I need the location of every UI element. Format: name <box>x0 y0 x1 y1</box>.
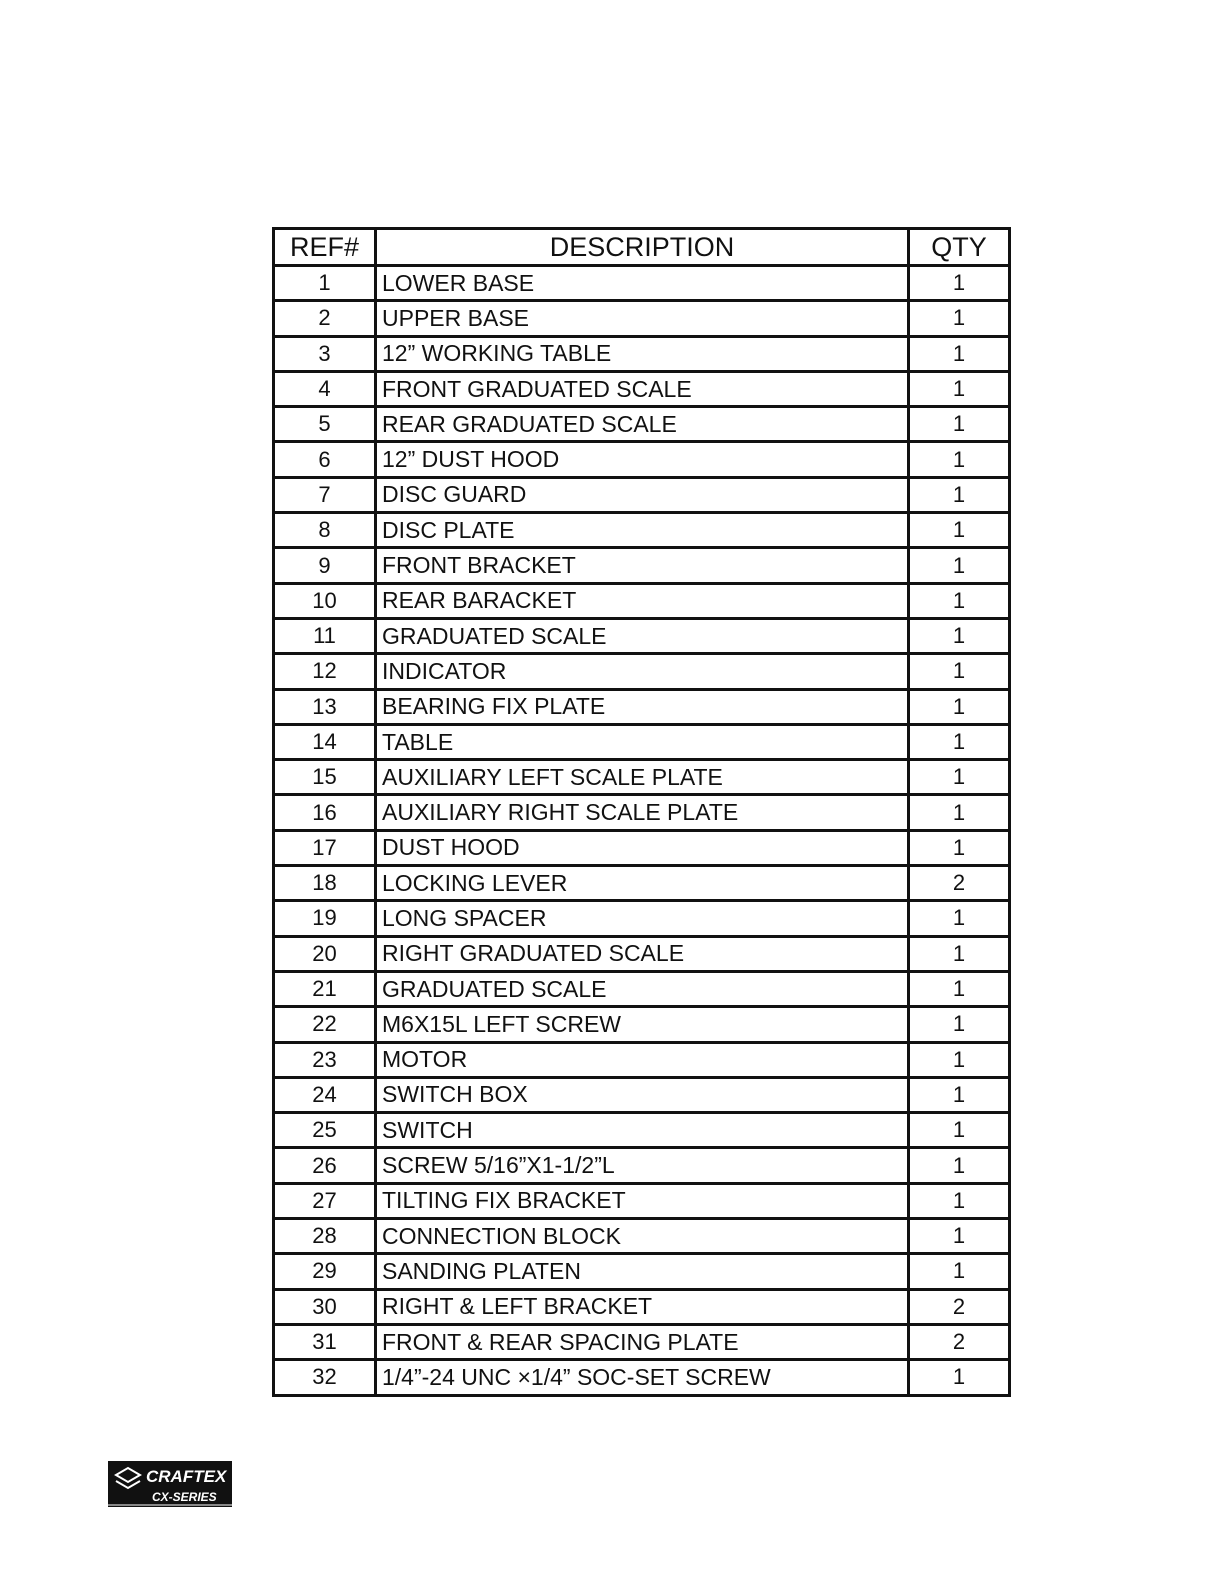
ref-cell: 26 <box>274 1148 376 1183</box>
description-cell: TILTING FIX BRACKET <box>376 1183 909 1218</box>
description-cell: MOTOR <box>376 1042 909 1077</box>
header-row <box>274 229 1010 266</box>
qty-cell: 1 <box>909 407 1010 442</box>
qty-cell: 1 <box>909 795 1010 830</box>
description-cell: DUST HOOD <box>376 830 909 865</box>
ref-cell: 8 <box>274 513 376 548</box>
qty-cell: 1 <box>909 371 1010 406</box>
qty-cell: 1 <box>909 548 1010 583</box>
ref-cell: 13 <box>274 689 376 724</box>
description-cell: LOCKING LEVER <box>376 866 909 901</box>
description-cell: BEARING FIX PLATE <box>376 689 909 724</box>
description-cell: DISC PLATE <box>376 513 909 548</box>
qty-cell: 1 <box>909 760 1010 795</box>
table-row <box>274 442 1010 477</box>
table-row <box>274 936 1010 971</box>
description-cell: SCREW 5/16”X1-1/2”L <box>376 1148 909 1183</box>
logo-brand-text: CRAFTEX <box>146 1467 227 1486</box>
qty-cell: 1 <box>909 654 1010 689</box>
ref-cell: 14 <box>274 724 376 759</box>
ref-cell: 27 <box>274 1183 376 1218</box>
qty-cell: 1 <box>909 830 1010 865</box>
ref-cell: 18 <box>274 866 376 901</box>
table-row <box>274 1183 1010 1218</box>
table-row <box>274 371 1010 406</box>
table-row <box>274 901 1010 936</box>
qty-cell: 1 <box>909 1113 1010 1148</box>
table-row <box>274 760 1010 795</box>
qty-cell: 1 <box>909 1183 1010 1218</box>
description-cell: GRADUATED SCALE <box>376 971 909 1006</box>
table-row <box>274 654 1010 689</box>
qty-cell: 1 <box>909 477 1010 512</box>
qty-cell: 1 <box>909 618 1010 653</box>
ref-cell: 17 <box>274 830 376 865</box>
table-row <box>274 1324 1010 1359</box>
craftex-logo <box>108 1461 232 1507</box>
description-cell: UPPER BASE <box>376 301 909 336</box>
description-cell: INDICATOR <box>376 654 909 689</box>
description-cell: REAR GRADUATED SCALE <box>376 407 909 442</box>
table-row <box>274 1219 1010 1254</box>
qty-cell: 1 <box>909 442 1010 477</box>
qty-cell: 1 <box>909 1360 1010 1395</box>
qty-cell: 1 <box>909 1007 1010 1042</box>
description-cell: TABLE <box>376 724 909 759</box>
table-row <box>274 1007 1010 1042</box>
description-header: DESCRIPTION <box>376 229 909 266</box>
description-cell: AUXILIARY RIGHT SCALE PLATE <box>376 795 909 830</box>
ref-cell: 30 <box>274 1289 376 1324</box>
description-cell: SWITCH BOX <box>376 1077 909 1112</box>
qty-cell: 2 <box>909 866 1010 901</box>
logo-series-text: CX-SERIES <box>152 1490 217 1504</box>
qty-cell: 1 <box>909 1042 1010 1077</box>
ref-cell: 25 <box>274 1113 376 1148</box>
qty-cell: 1 <box>909 336 1010 371</box>
qty-cell: 1 <box>909 1254 1010 1289</box>
table-row <box>274 724 1010 759</box>
ref-cell: 6 <box>274 442 376 477</box>
ref-cell: 19 <box>274 901 376 936</box>
description-cell: RIGHT GRADUATED SCALE <box>376 936 909 971</box>
qty-cell: 1 <box>909 936 1010 971</box>
qty-header: QTY <box>909 229 1010 266</box>
qty-cell: 1 <box>909 901 1010 936</box>
description-cell: AUXILIARY LEFT SCALE PLATE <box>376 760 909 795</box>
table-row <box>274 513 1010 548</box>
parts-table <box>272 227 1011 1397</box>
ref-cell: 10 <box>274 583 376 618</box>
ref-cell: 2 <box>274 301 376 336</box>
ref-cell: 29 <box>274 1254 376 1289</box>
description-cell: 1/4”-24 UNC ×1/4” SOC-SET SCREW <box>376 1360 909 1395</box>
description-cell: FRONT & REAR SPACING PLATE <box>376 1324 909 1359</box>
table-row <box>274 407 1010 442</box>
table-row <box>274 336 1010 371</box>
ref-cell: 15 <box>274 760 376 795</box>
ref-cell: 28 <box>274 1219 376 1254</box>
ref-cell: 16 <box>274 795 376 830</box>
table-row <box>274 1360 1010 1395</box>
table-row <box>274 1254 1010 1289</box>
table-row <box>274 1113 1010 1148</box>
table-row <box>274 1042 1010 1077</box>
qty-cell: 2 <box>909 1324 1010 1359</box>
table-row <box>274 795 1010 830</box>
qty-cell: 1 <box>909 1219 1010 1254</box>
ref-cell: 20 <box>274 936 376 971</box>
description-cell: RIGHT & LEFT BRACKET <box>376 1289 909 1324</box>
qty-cell: 1 <box>909 301 1010 336</box>
table-row <box>274 971 1010 1006</box>
qty-cell: 1 <box>909 266 1010 301</box>
table-row <box>274 1148 1010 1183</box>
table-row <box>274 583 1010 618</box>
qty-cell: 1 <box>909 971 1010 1006</box>
ref-cell: 11 <box>274 618 376 653</box>
description-cell: LONG SPACER <box>376 901 909 936</box>
description-cell: SWITCH <box>376 1113 909 1148</box>
qty-cell: 1 <box>909 1148 1010 1183</box>
ref-cell: 23 <box>274 1042 376 1077</box>
description-cell: SANDING PLATEN <box>376 1254 909 1289</box>
qty-cell: 1 <box>909 513 1010 548</box>
ref-cell: 12 <box>274 654 376 689</box>
table-row <box>274 301 1010 336</box>
description-cell: GRADUATED SCALE <box>376 618 909 653</box>
table-row <box>274 1289 1010 1324</box>
ref-header: REF# <box>274 229 376 266</box>
table-row <box>274 477 1010 512</box>
table-row <box>274 1077 1010 1112</box>
description-cell: FRONT BRACKET <box>376 548 909 583</box>
qty-cell: 1 <box>909 583 1010 618</box>
qty-cell: 1 <box>909 689 1010 724</box>
ref-cell: 24 <box>274 1077 376 1112</box>
description-cell: REAR BARACKET <box>376 583 909 618</box>
table-row <box>274 548 1010 583</box>
description-cell: 12” DUST HOOD <box>376 442 909 477</box>
ref-cell: 21 <box>274 971 376 1006</box>
ref-cell: 31 <box>274 1324 376 1359</box>
table-row <box>274 266 1010 301</box>
ref-cell: 22 <box>274 1007 376 1042</box>
table-row <box>274 830 1010 865</box>
ref-cell: 1 <box>274 266 376 301</box>
ref-cell: 9 <box>274 548 376 583</box>
qty-cell: 2 <box>909 1289 1010 1324</box>
description-cell: M6X15L LEFT SCREW <box>376 1007 909 1042</box>
qty-cell: 1 <box>909 1077 1010 1112</box>
description-cell: FRONT GRADUATED SCALE <box>376 371 909 406</box>
ref-cell: 3 <box>274 336 376 371</box>
description-cell: DISC GUARD <box>376 477 909 512</box>
qty-cell: 1 <box>909 724 1010 759</box>
table-row <box>274 689 1010 724</box>
parts-list <box>274 266 1010 1396</box>
ref-cell: 7 <box>274 477 376 512</box>
description-cell: CONNECTION BLOCK <box>376 1219 909 1254</box>
table-row <box>274 866 1010 901</box>
ref-cell: 32 <box>274 1360 376 1395</box>
description-cell: 12” WORKING TABLE <box>376 336 909 371</box>
ref-cell: 5 <box>274 407 376 442</box>
description-cell: LOWER BASE <box>376 266 909 301</box>
ref-cell: 4 <box>274 371 376 406</box>
table-row <box>274 618 1010 653</box>
